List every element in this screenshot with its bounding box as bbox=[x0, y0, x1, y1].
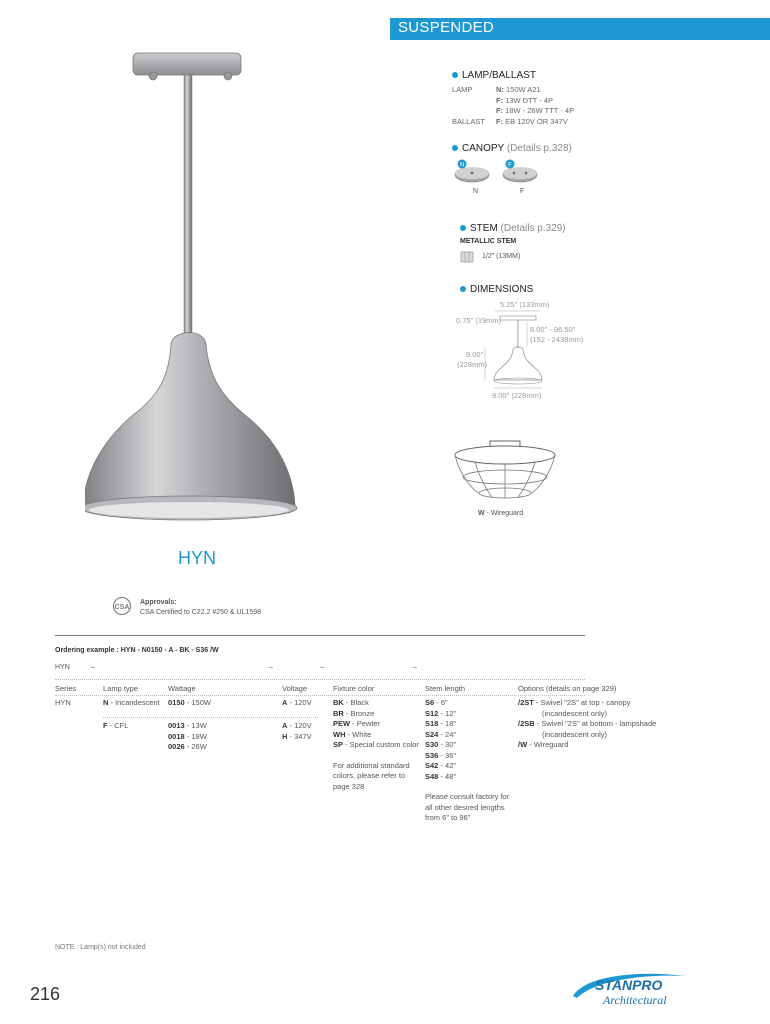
lamp-note: NOTE : Lamp(s) not included bbox=[55, 944, 146, 951]
ballast-label: BALLAST bbox=[452, 117, 485, 126]
series-value: HYN bbox=[55, 698, 71, 707]
stem-note-line: from 6" to 96" bbox=[425, 813, 471, 822]
csa-logo-icon bbox=[112, 596, 134, 616]
order-code-dash: – bbox=[91, 664, 95, 671]
canopy-option-f-label: F bbox=[520, 188, 525, 195]
dimension-drawing bbox=[480, 308, 555, 393]
dim-canopy-height: 0.75" (19mm) bbox=[456, 316, 502, 325]
model-title: HYN bbox=[178, 548, 217, 568]
option-item: /W - Wireguard bbox=[518, 740, 569, 749]
voltage-item: H - 347V bbox=[282, 731, 312, 741]
wattage-f-list bbox=[168, 721, 207, 753]
stem-item: S12 - 12" bbox=[425, 708, 457, 718]
brand-sub: Architectural bbox=[603, 993, 667, 1007]
section-title: SUSPENDED bbox=[398, 19, 495, 36]
canopy-options-image bbox=[450, 158, 540, 188]
header-lamp-type: Lamp type bbox=[103, 684, 139, 693]
lamp-ballast-list bbox=[496, 85, 574, 127]
stem-item: S6 - 6" bbox=[425, 698, 448, 707]
wireguard-caption: W - Wireguard bbox=[478, 510, 524, 517]
color-item: PEW - Pewter bbox=[333, 719, 381, 728]
stem-note-line: Please consult factory for bbox=[425, 792, 510, 801]
voltage-item: A - 120V bbox=[282, 721, 312, 730]
dim-stem-range: 6.00" - 96.50" bbox=[530, 325, 576, 334]
options-list bbox=[518, 698, 656, 751]
dotted-divider bbox=[55, 695, 585, 696]
svg-text:CSA: CSA bbox=[114, 604, 130, 611]
approvals-text: CSA Certified to C22.2 #250 & UL1598 bbox=[140, 609, 262, 616]
option-sub: (incandescent only) bbox=[542, 729, 608, 739]
canopy-heading: CANOPY (Details p.328) bbox=[452, 143, 572, 154]
lamp-line: N: 150W A21 bbox=[496, 85, 541, 94]
stem-item: S36 - 36" bbox=[425, 750, 457, 760]
stem-item: S24 - 24" bbox=[425, 729, 457, 739]
stem-icon bbox=[460, 251, 476, 263]
lamp-ballast-heading: LAMP/BALLAST bbox=[452, 70, 536, 81]
color-item: BK - Black bbox=[333, 698, 369, 707]
header-wattage: Wattage bbox=[168, 684, 196, 693]
stem-item: S42 - 42" bbox=[425, 761, 457, 770]
color-item: BR - Bronze bbox=[333, 708, 375, 718]
order-code-dash: – bbox=[413, 664, 417, 671]
wattage-item: 0013 - 13W bbox=[168, 721, 207, 730]
ballast-line: F: EB 120V OR 347V bbox=[496, 116, 568, 126]
dim-stem-range-mm: (152 - 2438mm) bbox=[530, 335, 584, 344]
dimensions-heading: DIMENSIONS bbox=[460, 284, 533, 295]
dim-shade-height-mm: (228mm) bbox=[457, 360, 488, 369]
wattage-item: 0018 - 18W bbox=[168, 731, 207, 741]
canopy-badge-n: N bbox=[459, 162, 465, 169]
ordering-example: Ordering example : HYN - N0150 - A - BK - S36 /W bbox=[55, 647, 219, 654]
dotted-divider bbox=[55, 679, 585, 680]
color-note-line: For additional standard bbox=[333, 760, 410, 770]
option-item: /2ST - Swivel "2S" at top - canopy bbox=[518, 698, 631, 707]
ordering-divider bbox=[55, 635, 585, 636]
voltage-n: A - 120V bbox=[282, 698, 312, 707]
color-item: SP - Special custom color bbox=[333, 740, 419, 749]
option-sub: (incandescent only) bbox=[542, 708, 608, 718]
canopy-option-n-label: N bbox=[473, 188, 479, 195]
dim-canopy-width: 5.25" (133mm) bbox=[500, 300, 550, 309]
stem-item: S18 - 18" bbox=[425, 719, 457, 728]
option-item: /2SB - Swivel "2S" at bottom - lampshade bbox=[518, 719, 657, 728]
stem-length-list bbox=[425, 698, 509, 824]
stem-item: S30 - 30" bbox=[425, 740, 457, 749]
header-options: Options (details on page 329) bbox=[518, 684, 617, 693]
voltage-f-list bbox=[282, 721, 312, 742]
stem-note-line: all other desired lengths bbox=[425, 802, 505, 812]
lamp-line: F: 13W DTT - 4P bbox=[496, 95, 553, 105]
header-fixture-color: Fixture color bbox=[333, 684, 375, 693]
wireguard-image bbox=[450, 437, 560, 507]
lamp-label: LAMP bbox=[452, 85, 473, 94]
header-stem-length: Stem length bbox=[425, 684, 466, 693]
dim-shade-height: 9.00" bbox=[466, 350, 484, 359]
approvals-title: Approvals: bbox=[140, 599, 177, 606]
color-item: WH - White bbox=[333, 729, 372, 739]
lamp-type-n: N - Incandescent bbox=[103, 698, 160, 707]
color-note-line: colors, please refer to bbox=[333, 771, 406, 780]
stem-heading: STEM (Details p.329) bbox=[460, 223, 566, 234]
lamp-line: F: 18W - 26W TTT - 4P bbox=[496, 106, 575, 115]
order-code-prefix: HYN bbox=[55, 664, 70, 671]
page-number: 216 bbox=[30, 984, 61, 1004]
bullet-icon bbox=[452, 145, 458, 151]
bullet-icon bbox=[452, 72, 458, 78]
dim-shade-width: 9.00" (228mm) bbox=[492, 391, 542, 400]
pendant-lamp-image bbox=[85, 45, 315, 535]
order-code-dash: – bbox=[320, 664, 324, 671]
wattage-item: 0026 - 26W bbox=[168, 742, 207, 751]
header-series: Series bbox=[55, 684, 77, 693]
brand-name: STANPRO bbox=[595, 977, 663, 993]
order-code-dash: – bbox=[269, 664, 273, 671]
header-voltage: Voltage bbox=[282, 684, 308, 693]
stem-subtitle: METALLIC STEM bbox=[460, 238, 517, 245]
stem-size: 1/2" (13MM) bbox=[482, 253, 521, 260]
dotted-divider bbox=[103, 717, 318, 718]
lamp-type-f: F - CFL bbox=[103, 721, 129, 730]
fixture-color-list bbox=[333, 698, 419, 792]
canopy-badge-f: F bbox=[508, 162, 512, 169]
stem-item: S48 - 48" bbox=[425, 771, 457, 781]
wattage-n: 0150 - 150W bbox=[168, 698, 211, 707]
stanpro-logo bbox=[565, 968, 700, 1013]
bullet-icon bbox=[460, 225, 466, 231]
color-note-line: page 328 bbox=[333, 781, 365, 791]
bullet-icon bbox=[460, 286, 466, 292]
